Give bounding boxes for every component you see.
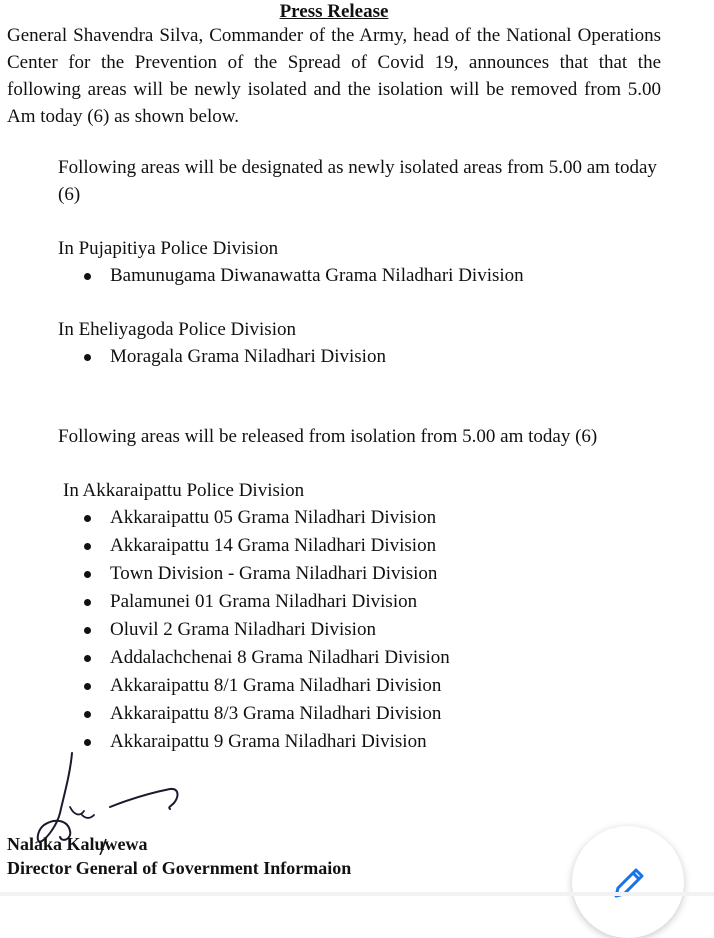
isolated-intro-paragraph: Following areas will be designated as newly isolated areas from 5.00 am today (6) — [58, 157, 657, 205]
list-item-label: Akkaraipattu 8/3 Grama Niladhari Division — [110, 703, 442, 724]
list-item — [82, 644, 450, 672]
list-item — [82, 560, 450, 588]
edit-button[interactable] — [572, 826, 684, 938]
list-item — [82, 532, 450, 560]
list-item-label: Palamunei 01 Grama Niladhari Division — [110, 591, 418, 612]
list-item — [82, 700, 450, 728]
eheliyagoda-list — [82, 343, 386, 371]
list-item — [82, 616, 450, 644]
pencil-icon — [606, 862, 650, 906]
list-item — [82, 504, 450, 532]
intro-paragraph: General Shavendra Silva, Commander of the Army, head of the National Operations Center for the Prevention of the Spread of Covid 19, announces that that the following areas will be newly isolated and the isolation will be removed from 5.00 Am today (6) as shown below. — [7, 25, 661, 127]
list-item — [82, 262, 524, 290]
signatory-title: Director General of Government Informaion — [7, 858, 352, 878]
signatory-name: Nalaka Kaluwewa — [7, 834, 148, 854]
list-item-label: Oluvil 2 Grama Niladhari Division — [110, 619, 376, 640]
bottom-divider — [0, 892, 714, 896]
section-heading-akkaraipattu: In Akkaraipattu Police Division — [63, 480, 305, 501]
bullet-icon — [84, 599, 91, 606]
bullet-icon — [84, 543, 91, 550]
bullet-icon — [84, 354, 91, 361]
akkaraipattu-list — [82, 504, 450, 756]
released-intro-paragraph: Following areas will be released from isolation from 5.00 am today (6) — [58, 426, 598, 447]
section-heading-pujapitiya: In Pujapitiya Police Division — [58, 238, 279, 259]
list-item-label: Akkaraipattu 9 Grama Niladhari Division — [110, 731, 427, 752]
bullet-icon — [84, 571, 91, 578]
list-item-label: Town Division - Grama Niladhari Division — [110, 563, 438, 584]
list-item-label: Akkaraipattu 05 Grama Niladhari Division — [110, 507, 437, 528]
list-item — [82, 588, 450, 616]
list-item-label: Addalachchenai 8 Grama Niladhari Division — [110, 647, 450, 668]
bullet-icon — [84, 711, 91, 718]
list-item — [82, 672, 450, 700]
bullet-icon — [84, 655, 91, 662]
list-item-label: Moragala Grama Niladhari Division — [110, 346, 386, 367]
bullet-icon — [84, 273, 91, 280]
pujapitiya-list — [82, 262, 524, 290]
list-item — [82, 343, 386, 371]
list-item-label: Akkaraipattu 14 Grama Niladhari Division — [110, 535, 437, 556]
list-item-label: Akkaraipattu 8/1 Grama Niladhari Division — [110, 675, 442, 696]
section-heading-eheliyagoda: In Eheliyagoda Police Division — [58, 319, 296, 340]
bullet-icon — [84, 683, 91, 690]
list-item-label: Bamunugama Diwanawatta Grama Niladhari Division — [110, 265, 524, 286]
bullet-icon — [84, 515, 91, 522]
bullet-icon — [84, 627, 91, 634]
page-title: Press Release — [279, 1, 389, 22]
